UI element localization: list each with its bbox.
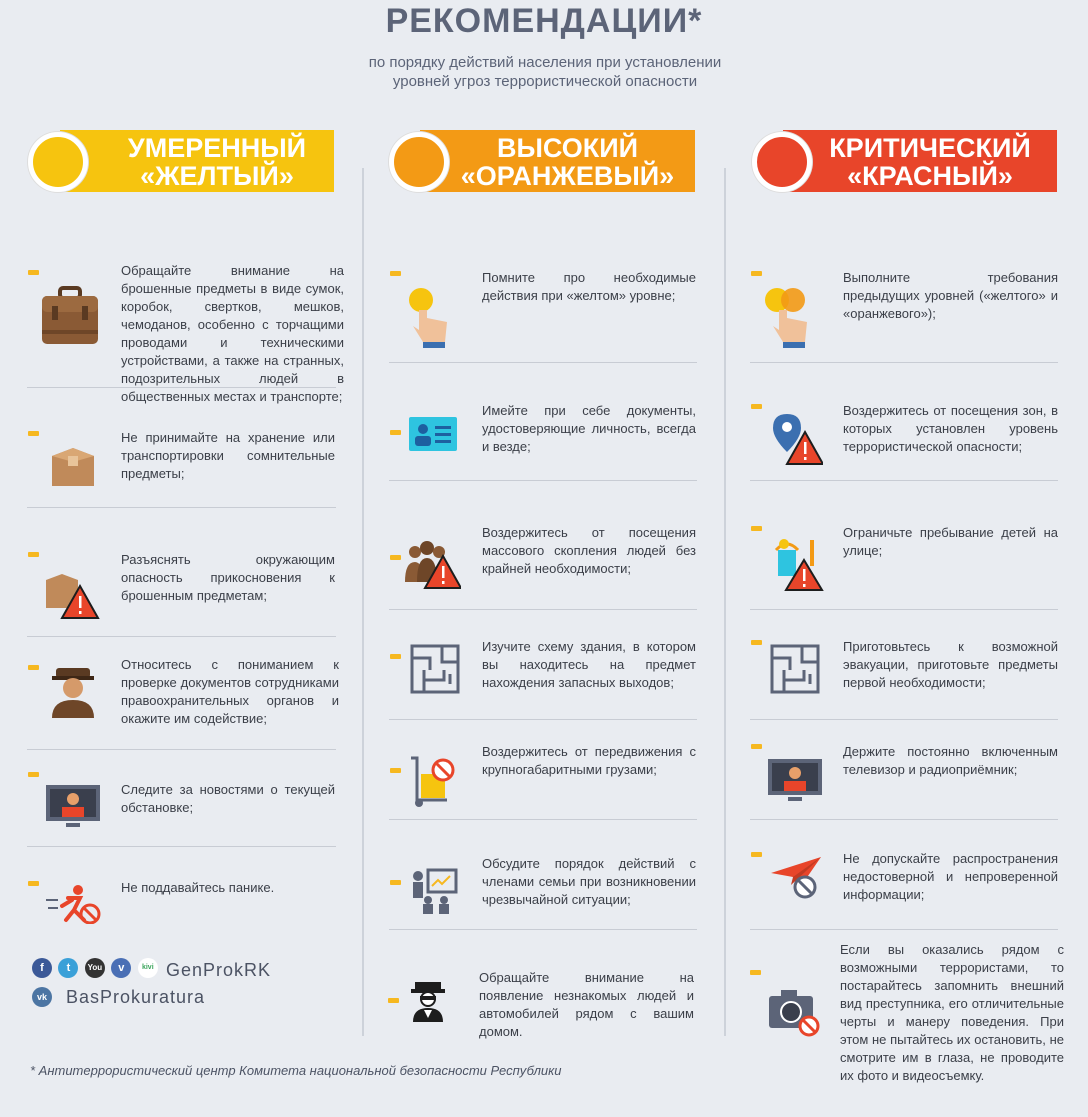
row-separator (389, 719, 697, 720)
bullet-dash (388, 998, 399, 1003)
yellow-level-circle (28, 132, 88, 192)
facebook-icon[interactable]: f (32, 958, 52, 978)
bullet-dash (751, 271, 762, 276)
box-icon (50, 444, 96, 490)
vk-icon[interactable]: vk (32, 987, 52, 1007)
row-separator (27, 636, 336, 637)
building-plan-icon (770, 644, 820, 694)
page-title: РЕКОМЕНДАЦИИ* (385, 2, 703, 40)
police-officer-icon (48, 660, 98, 720)
bullet-dash (751, 404, 762, 409)
bullet-dash (390, 555, 401, 560)
briefcase-icon (40, 286, 100, 346)
bullet-dash (751, 640, 762, 645)
bullet-dash (390, 430, 401, 435)
tv-news-icon (766, 757, 824, 805)
row-separator (750, 929, 1058, 930)
crowd-warning-icon (403, 538, 461, 590)
row-separator (750, 480, 1058, 481)
bullet-dash (28, 431, 39, 436)
building-plan-icon (410, 644, 460, 694)
vimeo-icon[interactable]: v (111, 958, 131, 978)
row-separator (27, 387, 336, 388)
bullet-dash (390, 271, 401, 276)
bullet-dash (28, 552, 39, 557)
hand-yellow-dot-icon (405, 286, 453, 350)
bullet-dash (28, 665, 39, 670)
social-handle[interactable]: GenProkRK (166, 960, 272, 980)
no-camera-icon (767, 988, 823, 1038)
youtube-icon[interactable]: You (85, 958, 105, 978)
children-warning-icon (770, 536, 824, 592)
bullet-dash (390, 880, 401, 885)
bullet-dash (751, 852, 762, 857)
bullet-dash (390, 768, 401, 773)
location-warning-icon (771, 412, 823, 466)
red-level-circle (752, 132, 812, 192)
level-band-orange: ВЫСОКИЙ «ОРАНЖЕВЫЙ» (420, 130, 695, 192)
id-card-icon (409, 417, 457, 451)
social-links (32, 958, 160, 978)
bullet-dash (28, 772, 39, 777)
kivi-icon[interactable]: kivi (138, 958, 158, 978)
row-separator (750, 819, 1058, 820)
bullet-dash (28, 881, 39, 886)
bullet-dash (750, 970, 761, 975)
no-paper-plane-icon (769, 855, 825, 899)
row-separator (389, 929, 697, 930)
hand-yellow-orange-dots-icon (763, 286, 813, 352)
family-meeting-icon (410, 868, 458, 914)
no-cargo-icon (407, 756, 457, 808)
row-separator (750, 362, 1058, 363)
stranger-icon (411, 980, 445, 1022)
tv-news-icon (44, 783, 102, 831)
row-separator (750, 719, 1058, 720)
row-separator (389, 362, 697, 363)
row-separator (389, 480, 697, 481)
bullet-dash (390, 654, 401, 659)
bullet-dash (751, 526, 762, 531)
orange-level-circle (389, 132, 449, 192)
footnote: * Антитеррористический центр Комитета национальной безопасности Республики (30, 1063, 562, 1078)
row-separator (750, 609, 1058, 610)
bullet-dash (28, 270, 39, 275)
bullet-dash (751, 744, 762, 749)
box-warning-icon (44, 570, 100, 620)
social-handle[interactable]: BasProkuratura (66, 987, 206, 1007)
page-subtitle: по порядку действий населения при установлении уровней угроз террористической опасности (368, 54, 722, 90)
column-divider (724, 168, 726, 1036)
row-separator (389, 609, 697, 610)
row-separator (27, 846, 336, 847)
row-separator (389, 819, 697, 820)
level-band-red: КРИТИЧЕСКИЙ «КРАСНЫЙ» (783, 130, 1057, 192)
column-divider (362, 168, 364, 1036)
no-running-icon (44, 884, 102, 924)
row-separator (27, 749, 336, 750)
row-separator (27, 507, 336, 508)
level-band-yellow: УМЕРЕННЫЙ «ЖЕЛТЫЙ» (60, 130, 334, 192)
twitter-icon[interactable]: t (58, 958, 78, 978)
